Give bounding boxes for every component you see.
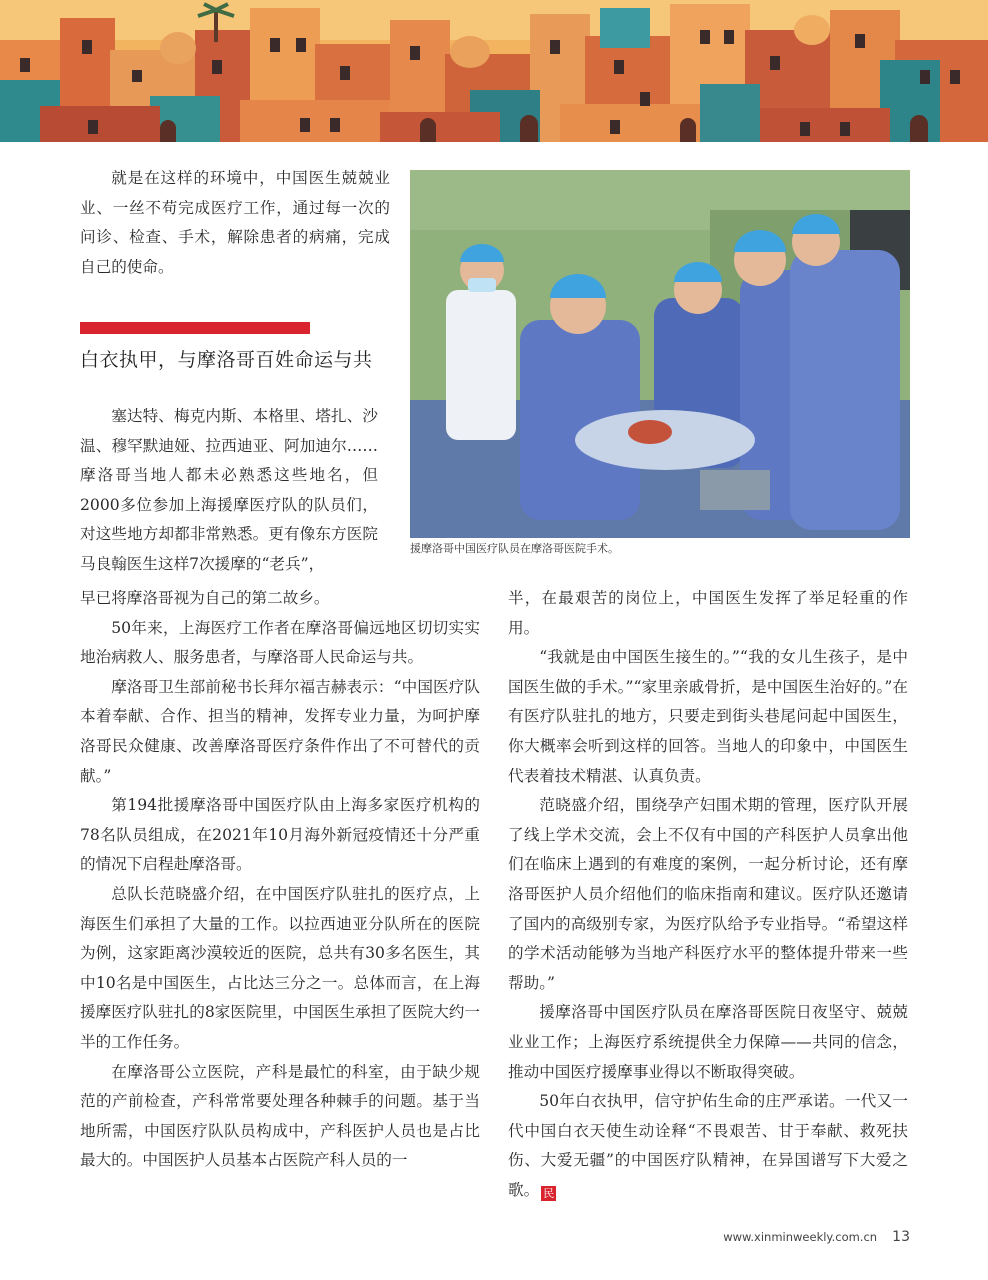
right-column — [508, 584, 908, 1205]
body-paragraph: 塞达特、梅克内斯、本格里、塔扎、沙温、穆罕默迪娅、拉西迪亚、阿加迪尔……摩洛哥当地人都未必熟悉这些地名，但2000多位参加上海援摩医疗队的队员们，对这些地方却都非常熟悉。更有像东方医院马良翰医生这样7次援摩的“老兵”， — [80, 407, 378, 573]
page-footer — [723, 1226, 910, 1245]
footer-url: www.xinminweekly.com.cn — [723, 1230, 878, 1244]
header-illustration — [0, 0, 988, 142]
left-column-top — [80, 402, 378, 580]
body-paragraph: 摩洛哥卫生部前秘书长拜尔福吉赫表示：“中国医疗队本着奉献、合作、担当的精神，发挥专业力量，为呵护摩洛哥民众健康、改善摩洛哥医疗条件作出了不可替代的贡献。” — [80, 677, 480, 785]
body-paragraph: 50年来，上海医疗工作者在摩洛哥偏远地区切切实实地治病救人、服务患者，与摩洛哥人民命运与共。 — [80, 618, 480, 667]
intro-block — [80, 164, 390, 282]
body-paragraph: 第194批援摩洛哥中国医疗队由上海多家医疗机构的78名队员组成，在2021年10月海外新冠疫情还十分严重的情况下启程赴摩洛哥。 — [80, 796, 480, 874]
section-heading: 白衣执甲，与摩洛哥百姓命运与共 — [80, 349, 373, 371]
body-paragraph: 在摩洛哥公立医院，产科是最忙的科室，由于缺少规范的产前检查，产科常常要处理各种棘手的问题。基于当地所需，中国医疗队队员构成中，产科医护人员也是占比最大的。中国医护人员基本占医院产科人员的一 — [80, 1062, 480, 1170]
end-mark-icon: 民 — [543, 1186, 555, 1200]
body-paragraph: 总队长范晓盛介绍，在中国医疗队驻扎的医疗点，上海医生们承担了大量的工作。以拉西迪亚分队所在的医院为例，这家距离沙漠较近的医院，总共有30多名医生，其中10名是中国医生，占比达三分之一。总体而言，在上海援摩医疗队驻扎的8家医院里，中国医生承担了医院大约一半的工作任务。 — [80, 884, 480, 1051]
closing-text: 50年白衣执甲，信守护佑生命的庄严承诺。一代又一代中国白衣天使生动诠释“不畏艰苦、甘于奉献、救死扶伤、大爱无疆”的中国医疗队精神，在异国谱写下大爱之歌。 — [508, 1092, 908, 1199]
closing-paragraph — [508, 1087, 908, 1205]
continued-paragraph: 早已将摩洛哥视为自己的第二故乡。 — [80, 589, 330, 607]
body-paragraph: 援摩洛哥中国医疗队员在摩洛哥医院日夜坚守、兢兢业业工作；上海医疗系统提供全力保障——共同的信念，推动中国医疗援摩事业得以不断取得突破。 — [508, 1003, 908, 1081]
section-divider-bar — [80, 322, 310, 334]
intro-paragraph: 就是在这样的环境中，中国医生兢兢业业、一丝不苟完成医疗工作，通过每一次的问诊、检查、手术，解除患者的病痛，完成自己的使命。 — [80, 169, 390, 276]
body-paragraph: “我就是由中国医生接生的。”“我的女儿生孩子，是中国医生做的手术。”“家里亲戚骨折，是中国医生治好的。”在有医疗队驻扎的地方，只要走到街头巷尾问起中国医生，你大概率会听到这样的回答。当地人的印象中，中国医生代表着技术精湛、认真负责。 — [508, 648, 908, 785]
left-column — [80, 584, 480, 1176]
surgery-photo — [410, 170, 910, 538]
body-paragraph: 范晓盛介绍，围绕孕产妇围术期的管理，医疗队开展了线上学术交流，会上不仅有中国的产科医护人员拿出他们在临床上遇到的有难度的案例，一起分析讨论，还有摩洛哥医护人员介绍他们的临床指南和建议。医疗队还邀请了国内的高级别专家，为医疗队给予专业指导。“希望这样的学术活动能够为当地产科医疗水平的整体提升带来一些帮助。” — [508, 796, 908, 992]
continued-paragraph: 半，在最艰苦的岗位上，中国医生发挥了举足轻重的作用。 — [508, 589, 908, 637]
photo-caption: 援摩洛哥中国医疗队员在摩洛哥医院手术。 — [410, 542, 619, 555]
page-number: 13 — [892, 1229, 910, 1245]
